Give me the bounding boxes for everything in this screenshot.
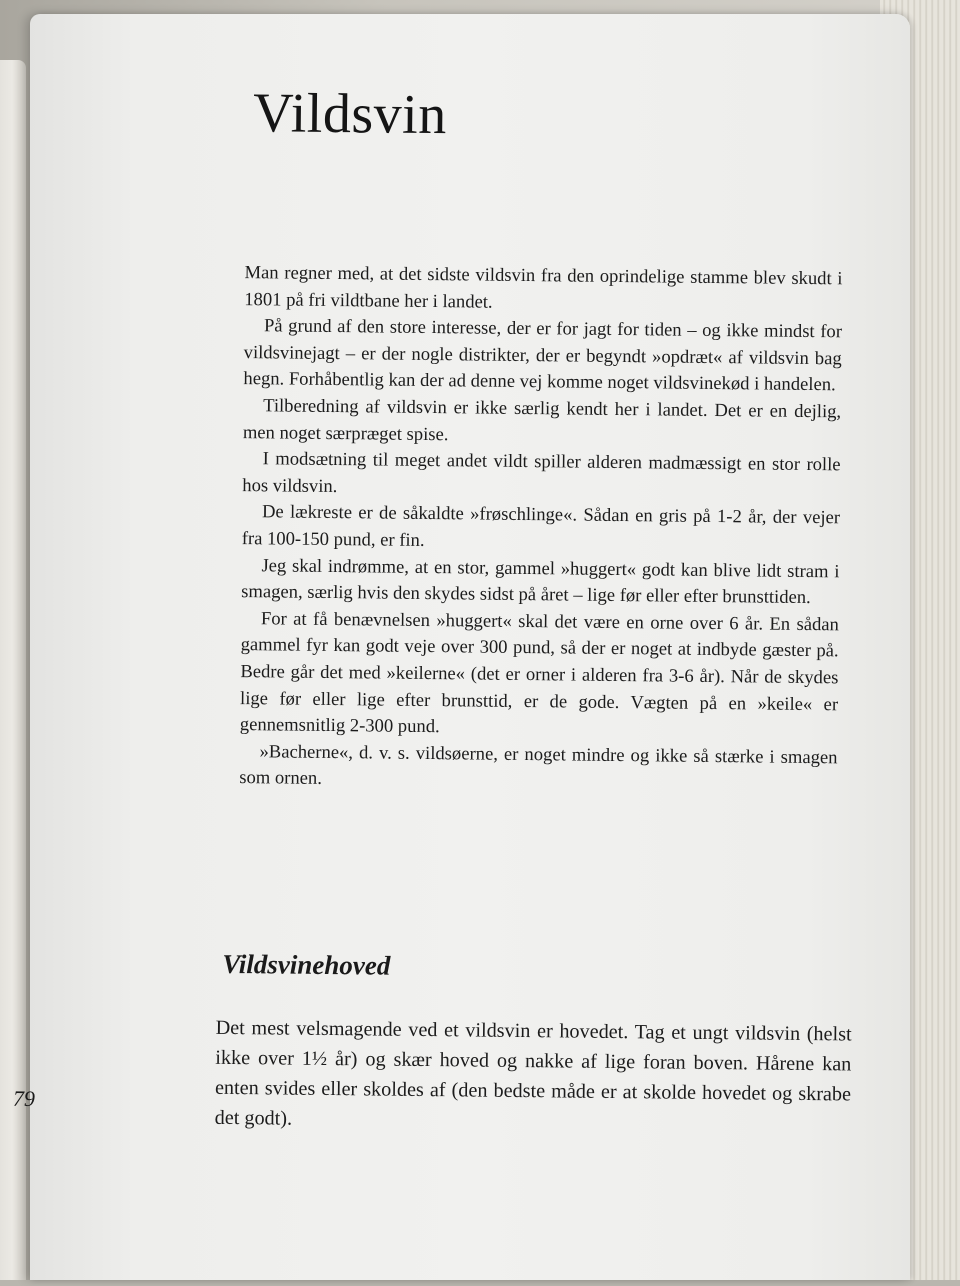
paragraph: De lækreste er de såkaldte »frøschlinge«. Sådan en gris på 1-2 år, der vejer fra 100-150 pund, er fin. bbox=[241, 501, 841, 551]
page-title: Vildsvin bbox=[252, 82, 448, 147]
paragraph: På grund af den store interesse, der er for jagt for tiden – og ikke mindst for vildsvinejagt – er der nogle distrikter, der er begyndt »opdræt« af vildsvin bag hegn. Forhåbentlig kan der ad denne vej komme noget vildsvinekød i handelen. bbox=[243, 315, 843, 396]
paragraph: I modsætning til meget andet vildt spiller alderen madmæssigt en stor rolle hos vildsvin. bbox=[242, 448, 841, 497]
paragraph: Det mest velsmagende ved et vildsvin er hovedet. Tag et ungt vildsvin (helst ikke over 1½ år) og skær hoved og nakke af lige foran boven. Hårene kan enten svides eller skoldes af (den bedste måde er at skolde hovedet og skrabe det godt). bbox=[214, 1016, 852, 1130]
paragraph: »Bacherne«, d. v. s. vildsøerne, er noget mindre og ikke så stærke i smagen som ornen. bbox=[239, 740, 838, 790]
section-heading: Vildsvinehoved bbox=[222, 948, 391, 981]
paragraph: For at få benævnelsen »huggert« skal det være en orne over 6 år. En sådan gammel fyr kan godt veje over 300 pund, så der er noget at indbyde gæster på. Bedre går det med »keilerne« (det er orner i alderen fra 3-6 år). Når de skydes lige før eller lige efter brunsttid, er de gode. Vægten på en »keile« er gennemsnitlig 2-300 pund. bbox=[239, 607, 840, 738]
paragraph: Jeg skal indrømme, at en stor, gammel »huggert« godt kan blive lidt stram i smagen, særlig hvis den skydes sidst på året – lige før eller efter brunsttiden. bbox=[241, 554, 840, 609]
page-content bbox=[12, 11, 916, 1286]
book-page bbox=[12, 14, 910, 1280]
section-text bbox=[215, 1013, 852, 1140]
paragraph: Man regner med, at det sidste vildsvin fra den oprindelige stamme blev skudt i 1801 på fri vildtbane her i landet. bbox=[244, 262, 843, 313]
main-text bbox=[239, 260, 843, 798]
page-number: 79 bbox=[12, 1085, 36, 1111]
paragraph: Tilberedning af vildsvin er ikke særlig kendt her i landet. Det er en dejlig, men noget særpræget spise. bbox=[242, 395, 842, 445]
